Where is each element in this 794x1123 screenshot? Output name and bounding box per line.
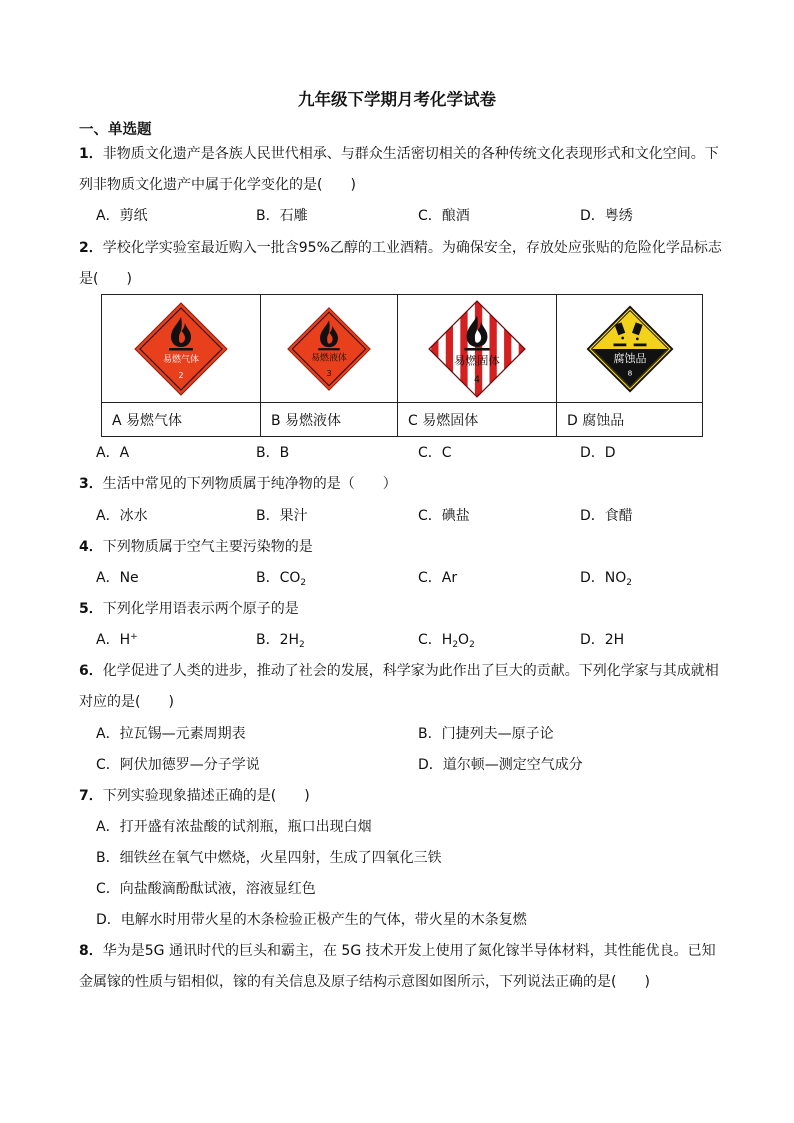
- option-a[interactable]: A．A: [96, 445, 130, 461]
- sign-cell-b: [261, 295, 398, 403]
- question-3-line1: [79, 474, 397, 494]
- sign-caption-d: D 腐蚀品: [557, 403, 703, 437]
- option-a[interactable]: [96, 630, 138, 650]
- option-a[interactable]: A．冰水: [96, 508, 148, 524]
- option-c[interactable]: C．酿酒: [418, 208, 470, 224]
- sign-caption-a: A 易燃气体: [102, 403, 261, 437]
- option-b[interactable]: B．门捷列夫—原子论: [418, 726, 554, 742]
- subscript: 2: [626, 578, 633, 588]
- option-text: B．CO: [256, 570, 301, 586]
- flammable-gas-sign: [133, 301, 229, 397]
- option-d[interactable]: D．道尔顿—测定空气成分: [418, 757, 583, 773]
- sign-class: 4: [474, 373, 480, 385]
- option-d[interactable]: D．2H: [580, 632, 625, 648]
- question-2-line2: 是( ): [79, 271, 132, 287]
- option-d[interactable]: D．电解水时用带火星的木条检验正极产生的气体，带火星的木条复燃: [96, 912, 527, 928]
- flammable-solid-sign: [427, 299, 527, 399]
- question-text: 学校化学实验室最近购入一批含95%乙醇的工业酒精。为确保安全，存放处应张贴的危险化学品标志: [102, 240, 722, 256]
- section-heading: 一、单选题: [79, 122, 152, 138]
- question-text: 生活中常见的下列物质属于纯净物的是（ ）: [102, 476, 397, 492]
- option-d[interactable]: D．粤绣: [580, 208, 633, 224]
- subscript: 2: [452, 640, 459, 650]
- question-number: 6．: [79, 663, 103, 679]
- sign-caption-b: B 易燃液体: [261, 403, 398, 437]
- option-text: D．NO: [580, 570, 627, 586]
- question-4-line1: [79, 537, 313, 557]
- option-text: B．2H: [256, 632, 300, 648]
- question-5-line1: [79, 599, 299, 619]
- question-number: 3．: [79, 476, 103, 492]
- sign-class: 8: [627, 368, 632, 378]
- question-8-line2: 金属镓的性质与铝相似，镓的有关信息及原子结构示意图如图所示，下列说法正确的是( ): [79, 974, 650, 990]
- question-2-line1: [79, 238, 722, 258]
- hazard-sign-table: [101, 294, 703, 437]
- option-c[interactable]: C．C: [418, 445, 452, 461]
- option-b[interactable]: B．果汁: [256, 508, 308, 524]
- option-c[interactable]: [418, 630, 475, 650]
- subscript: 2: [299, 640, 305, 650]
- sign-cell-d: [557, 295, 703, 403]
- question-number: 1．: [79, 146, 103, 162]
- question-8-line1: [79, 941, 716, 961]
- page-title: 九年级下学期月考化学试卷: [298, 90, 496, 109]
- question-text: 非物质文化遗产是各族人民世代相承、与群众生活密切相关的各种传统文化表现形式和文化空间。下: [102, 146, 719, 162]
- option-c[interactable]: C．阿伏加德罗—分子学说: [96, 757, 260, 773]
- sign-class: 3: [326, 368, 332, 378]
- option-b[interactable]: B．石雕: [256, 208, 308, 224]
- sign-label: 易燃固体: [454, 353, 500, 368]
- option-text: A．H: [96, 632, 131, 648]
- option-b[interactable]: [256, 568, 306, 588]
- option-a[interactable]: A．打开盛有浓盐酸的试剂瓶，瓶口出现白烟: [96, 819, 372, 835]
- subscript: 2: [469, 640, 475, 650]
- sign-label: 易燃液体: [311, 353, 347, 364]
- superscript: +: [130, 632, 138, 642]
- sign-caption-c: C 易燃固体: [398, 403, 557, 437]
- question-text: 化学促进了人类的进步，推动了社会的发展，科学家为此作出了巨大的贡献。下列化学家与其成就相: [102, 663, 719, 679]
- question-text: 下列实验现象描述正确的是( ): [102, 788, 310, 804]
- option-c[interactable]: C．Ar: [418, 570, 458, 586]
- option-b[interactable]: B．B: [256, 445, 290, 461]
- sign-class: 2: [178, 370, 184, 380]
- option-c[interactable]: C．碘盐: [418, 508, 470, 524]
- option-d[interactable]: D．食醋: [580, 508, 633, 524]
- question-6-line2: 对应的是( ): [79, 694, 174, 710]
- question-number: 7．: [79, 788, 103, 804]
- question-1-line2: 列非物质文化遗产中属于化学变化的是( ): [79, 177, 356, 193]
- question-text: 下列化学用语表示两个原子的是: [102, 601, 299, 617]
- question-number: 2．: [79, 240, 103, 256]
- option-d[interactable]: D．D: [580, 445, 616, 461]
- option-c[interactable]: C．向盐酸滴酚酞试液，溶液显红色: [96, 881, 316, 897]
- question-7-line1: [79, 786, 310, 806]
- option-text: O: [458, 632, 470, 648]
- question-number: 5．: [79, 601, 103, 617]
- option-d[interactable]: [580, 568, 632, 588]
- option-a[interactable]: A．剪纸: [96, 208, 148, 224]
- sign-label: 易燃气体: [162, 354, 200, 365]
- option-a[interactable]: A．Ne: [96, 570, 139, 586]
- question-6-line1: [79, 661, 719, 681]
- option-a[interactable]: A．拉瓦锡—元素周期表: [96, 726, 246, 742]
- question-text: 华为是5G 通讯时代的巨头和霸主，在 5G 技术开发上使用了氮化镓半导体材料，其性能优良。已知: [102, 943, 716, 959]
- sign-label: 腐蚀品: [613, 351, 646, 365]
- sign-cell-c: [398, 295, 557, 403]
- question-number: 8．: [79, 943, 103, 959]
- question-text: 下列物质属于空气主要污染物的是: [102, 539, 313, 555]
- question-1-line1: [79, 144, 719, 164]
- option-b[interactable]: B．细铁丝在氧气中燃烧，火星四射，生成了四氧化三铁: [96, 850, 442, 866]
- corrosive-sign: [586, 305, 674, 393]
- option-text: C．H: [418, 632, 453, 648]
- sign-cell-a: [102, 295, 261, 403]
- subscript: 2: [300, 578, 307, 588]
- flammable-liquid-sign: [286, 306, 372, 392]
- question-number: 4．: [79, 539, 103, 555]
- option-b[interactable]: [256, 630, 305, 650]
